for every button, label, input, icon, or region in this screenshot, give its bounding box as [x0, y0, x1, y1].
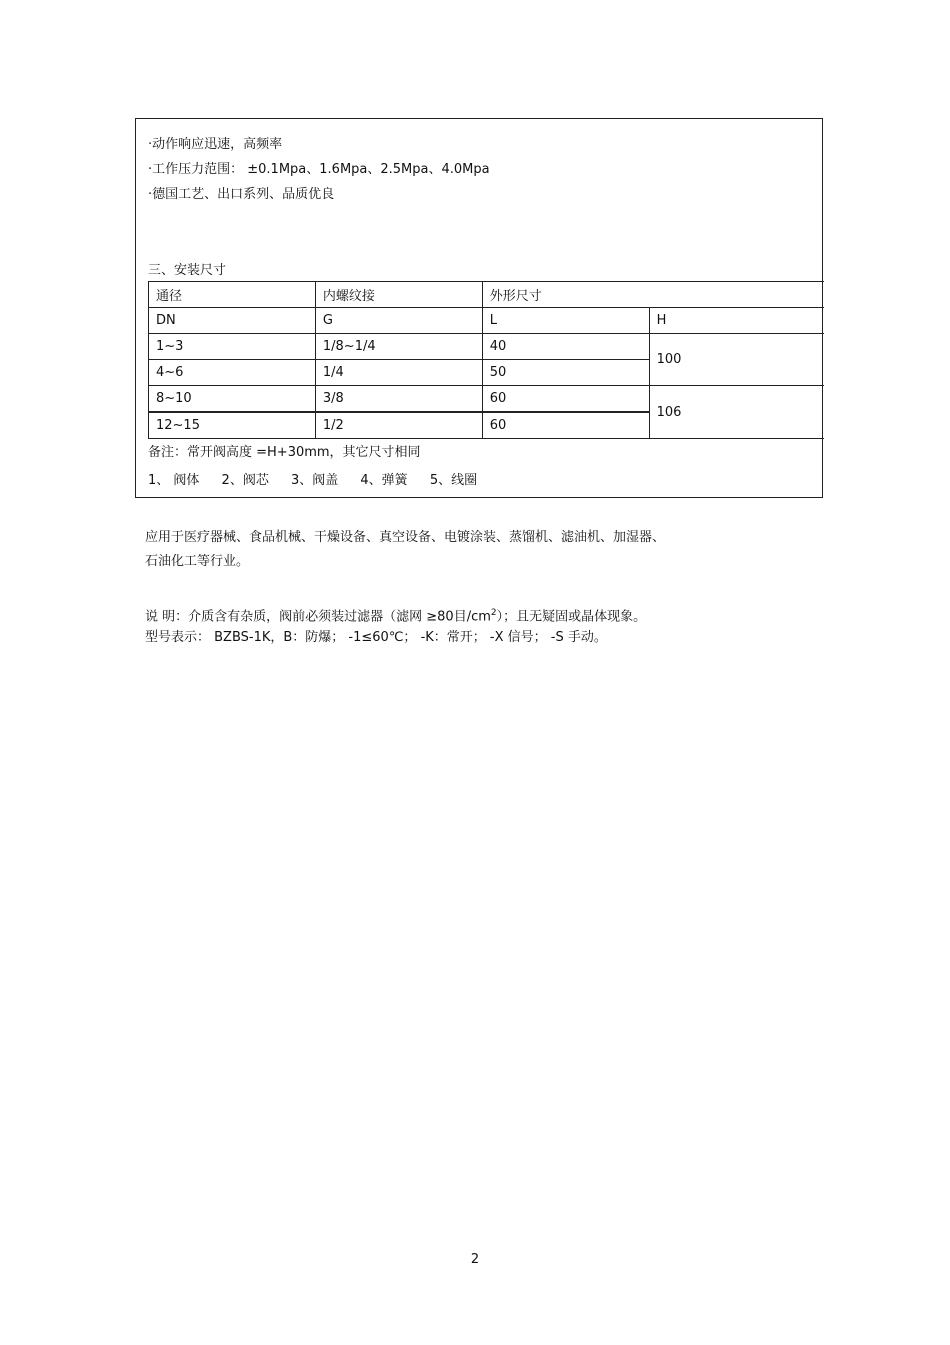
feature-response: ·动作响应迅速，高频率: [148, 137, 283, 152]
table-header-row: [149, 282, 825, 308]
cell-dn: 1~3: [149, 334, 316, 360]
cell-dn: 8~10: [149, 386, 316, 413]
subheader-l: L: [482, 308, 649, 334]
cell-g: 1/4: [315, 360, 482, 386]
cell-dn: 4~6: [149, 360, 316, 386]
instruction-suffix: ）；且无疑固或晶体现象。: [496, 609, 647, 625]
table-row: [149, 386, 825, 413]
parts-list: [148, 469, 495, 488]
part-item: 1、 阀体: [148, 473, 200, 488]
part-item: 2、阀芯: [221, 473, 269, 488]
table-row: [149, 334, 825, 360]
page-number: 2: [470, 1252, 480, 1267]
subheader-h: H: [649, 308, 824, 334]
subheader-g: G: [315, 308, 482, 334]
application-line-1: 应用于医疗器械、食品机械、干燥设备、真空设备、电镀涂装、蒸馏机、滤油机、加湿器、: [145, 530, 666, 545]
part-item: 3、阀盖: [290, 473, 339, 488]
feature-pressure: ·工作压力范围： ±0.1Mpa、1.6Mpa、2.5Mpa、4.0Mpa: [148, 162, 490, 177]
cell-dn: 12~15: [149, 412, 316, 439]
cell-g: 3/8: [315, 386, 482, 413]
dimensions-table: [148, 281, 824, 439]
application-line-2: 石油化工等行业。: [145, 554, 250, 569]
height-note: 备注：常开阀高度 =H+30mm，其它尺寸相同: [148, 445, 421, 460]
table-subheader-row: [149, 308, 825, 334]
part-item: 5、线圈: [429, 473, 478, 488]
cell-g: 1/2: [315, 412, 482, 439]
cell-l: 50: [482, 360, 649, 386]
cell-l: 40: [482, 334, 649, 360]
feature-quality: ·德国工艺、出口系列、品质优良: [148, 187, 335, 202]
cell-l: 60: [482, 386, 649, 413]
header-bore: 通径: [149, 282, 316, 308]
part-item: 4、弹簧: [360, 473, 408, 488]
section-title-dimensions: 三、安装尺寸: [148, 263, 227, 278]
model-designation: 型号表示： BZBS-1K，B：防爆； -1≤60℃； -K：常开； -X 信号； -S 手动。: [145, 630, 607, 645]
instruction-prefix: 说 明：介质含有杂质，阀前必须装过滤器（滤网 ≥80目/cm: [145, 609, 491, 625]
subheader-dn: DN: [149, 308, 316, 334]
cell-l: 60: [482, 412, 649, 439]
cell-h: 106: [649, 386, 824, 439]
cell-h: 100: [649, 334, 824, 386]
spec-frame: [135, 118, 823, 498]
header-thread: 内螺纹接: [315, 282, 482, 308]
instruction-sup: 2: [490, 608, 497, 618]
header-outline: 外形尺寸: [482, 282, 824, 308]
cell-g: 1/8~1/4: [315, 334, 482, 360]
